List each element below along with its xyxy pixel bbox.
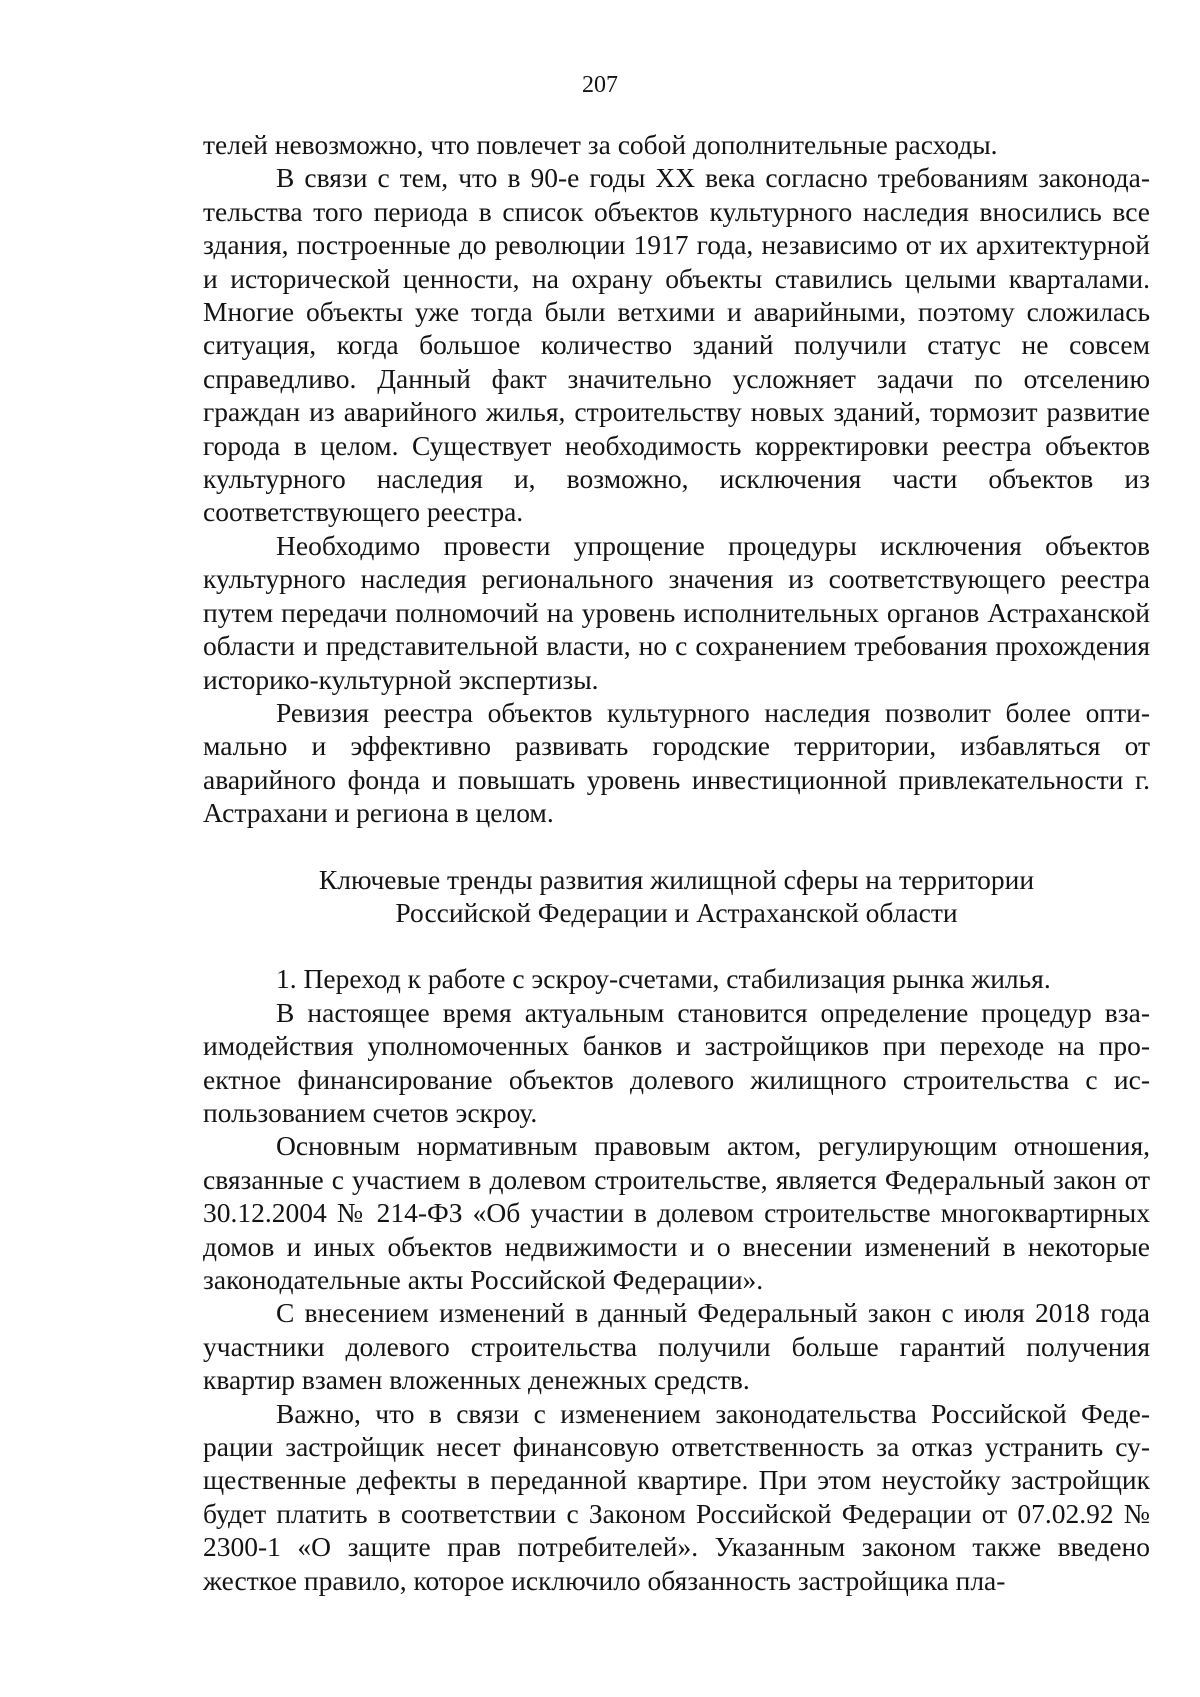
page-number: 207 xyxy=(582,72,618,98)
paragraph-developer-liability: Важно, что в связи с изменением законодательства Российской Федерации застройщик несет финансовую ответственность за отказ устранить существенные дефекты в переданной квартире. При этом неустойку застройщик будет платить в соответствии с Законом Российской Федерации от 07.02.92 № 2300-1 «О защите прав потребителей». Указанным законом также введено жесткое правило, которое исключило обязанность застройщика пла- xyxy=(203,1397,1150,1596)
paragraph-heritage-registry: В связи с тем, что в 90-е годы XX века согласно требованиям законодательства того периода в список объектов культурного наследия вносились все здания, построенные до революции 1917 года, независимо от их архитектурной и исторической ценности, на охрану объекты ставились целыми кварталами. Многие объекты уже тогда были ветхими и аварийными, поэтому сложилась ситуация, когда большое количество зданий получили статус не совсем справедливо. Данный факт значительно усложняет задачи по отселению граждан из аварийного жилья, строительству новых зданий, тормозит развитие города в целом. Существует необходимость корректировки реестра объектов культурного наследия и, возможно, исключения части объектов из соответствующего реестра. xyxy=(203,162,1150,528)
section-heading-line-2: Российской Федерации и Астраханской области xyxy=(395,896,958,928)
paragraph-continuation: телей невозможно, что повлечет за собой дополнительные расходы. xyxy=(203,129,998,160)
paragraph-federal-law: Основным нормативным правовым актом, регулирующим отношения, связанные с участием в долевом строительстве, является Федеральный закон от 30.12.2004 № 214-ФЗ «Об участии в долевом строительстве многоквартирных домов и иных объектов недвижимости и о внесении изменений в некоторые законодательные акты Российской Федерации». xyxy=(203,1130,1150,1295)
section-heading xyxy=(203,863,1150,930)
paragraph-law-amendments: С внесением изменений в данный Федеральный закон с июля 2018 года участники долевого строительства получили больше гарантий получения квартир взамен вложенных денежных средств. xyxy=(203,1297,1150,1396)
document-body xyxy=(203,128,1150,1597)
paragraph-simplify-exclusion: Необходимо провести упрощение процедуры исключения объектов культурного наследия регионального значения из соответствующего реестра путем передачи полномочий на уровень исполнительных органов Астраханской области и представительной власти, но с сохранением требования прохождения историко-культурной экспертизы. xyxy=(203,529,1150,695)
paragraph-registry-revision: Ревизия реестра объектов культурного наследия позволит более оптимально и эффективно развивать городские территории, избавляться от аварийного фонда и повышать уровень инвестиционной привлекательности г. Астрахани и региона в целом. xyxy=(203,696,1150,829)
paragraph-escrow-item: 1. Переход к работе с эскроу-счетами, стабилизация рынка жилья. xyxy=(276,963,1051,995)
paragraph-escrow-procedures: В настоящее время актуальным становится определение процедур взаимодействия уполномоченных банков и застройщиков при переходе на проектное финансирование объектов долевого жилищного строительства с использованием счетов эскроу. xyxy=(203,996,1150,1128)
section-heading-line-1: Ключевые тренды развития жилищной сферы на территории xyxy=(318,863,1035,895)
